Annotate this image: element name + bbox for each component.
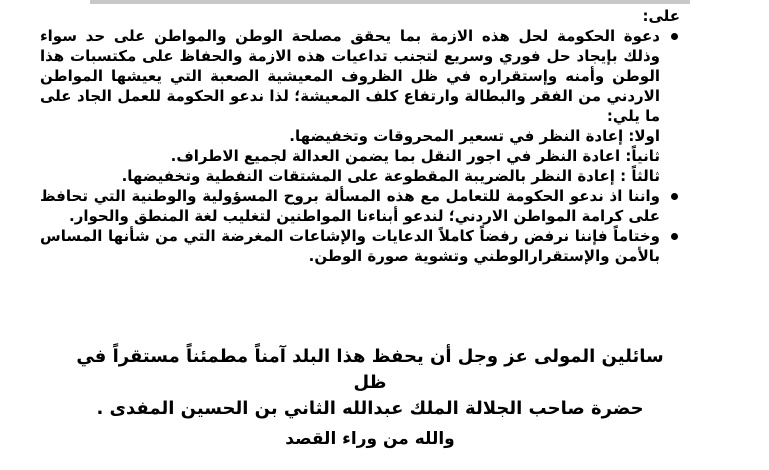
bullet-text-3: وختاماً فإننا نرفض رفضاً كاملاً الدعايات والإشاعات المغرضة التي من شأنها المساس بالأمن والإستقرارالوطني وتشوية صورة الوطن.: [40, 227, 660, 265]
sub-items: [40, 126, 660, 186]
cropped-top-line: [90, 0, 690, 4]
bullet-list: [40, 26, 680, 266]
bullet-text-1: دعوة الحكومة لحل هذه الازمة بما يحقق مصلحة الوطن والمواطن على حد سواء وذلك بإيجاد حل فوري وسريع لتجنب تداعيات هذه الازمة والحفاظ على مكتسبات هذا الوطن وأمنه وإستقراره في ظل الظروف المعيشية الصعبة التي يعيشها المواطن الاردني من الفقر والبطالة وارتفاع كلف المعيشة؛ لذا ندعو الحكومة للعمل الجاد على ما يلي:: [40, 27, 660, 125]
bullet-item-2: [40, 186, 680, 226]
closing-prayer: [60, 344, 680, 422]
sub-item-3: ثالثاً : إعادة النظر بالضريبة المقطوعة على المشتقات النفطية وتخفيضها.: [121, 167, 660, 185]
bullet-dot-icon: [671, 193, 678, 200]
bullet-dot-icon: [671, 33, 678, 40]
sub-item-2: ثانياً: اعادة النظر في اجور النقل بما يضمن العدالة لجميع الاطراف.: [170, 147, 660, 165]
intro-tail: على:: [642, 7, 680, 25]
bullet-dot-icon: [671, 233, 678, 240]
signoff: والله من وراء القصد: [285, 429, 455, 449]
bullet-text-2: واننا اذ ندعو الحكومة للتعامل مع هذه المسألة بروح المسؤولية والوطنية التي تحافظ على كرامة المواطن الاردني؛ لندعو أبناءنا المواطنين لتغليب لغة المنطق والحوار.: [40, 187, 660, 225]
sub-item-1: اولا: إعادة النظر في تسعير المحروقات وتخفيضها.: [289, 127, 660, 145]
bullet-item-3: [40, 226, 680, 266]
closing-line-1: سائلين المولى عز وجل أن يحفظ هذا البلد آمناً مطمئناً مستقراً في ظل: [76, 346, 664, 393]
bullet-item-1: [40, 26, 680, 186]
closing-line-2: حضرة صاحب الجلالة الملك عبدالله الثاني بن الحسين المفدى .: [96, 398, 644, 419]
document-body: [40, 6, 680, 266]
